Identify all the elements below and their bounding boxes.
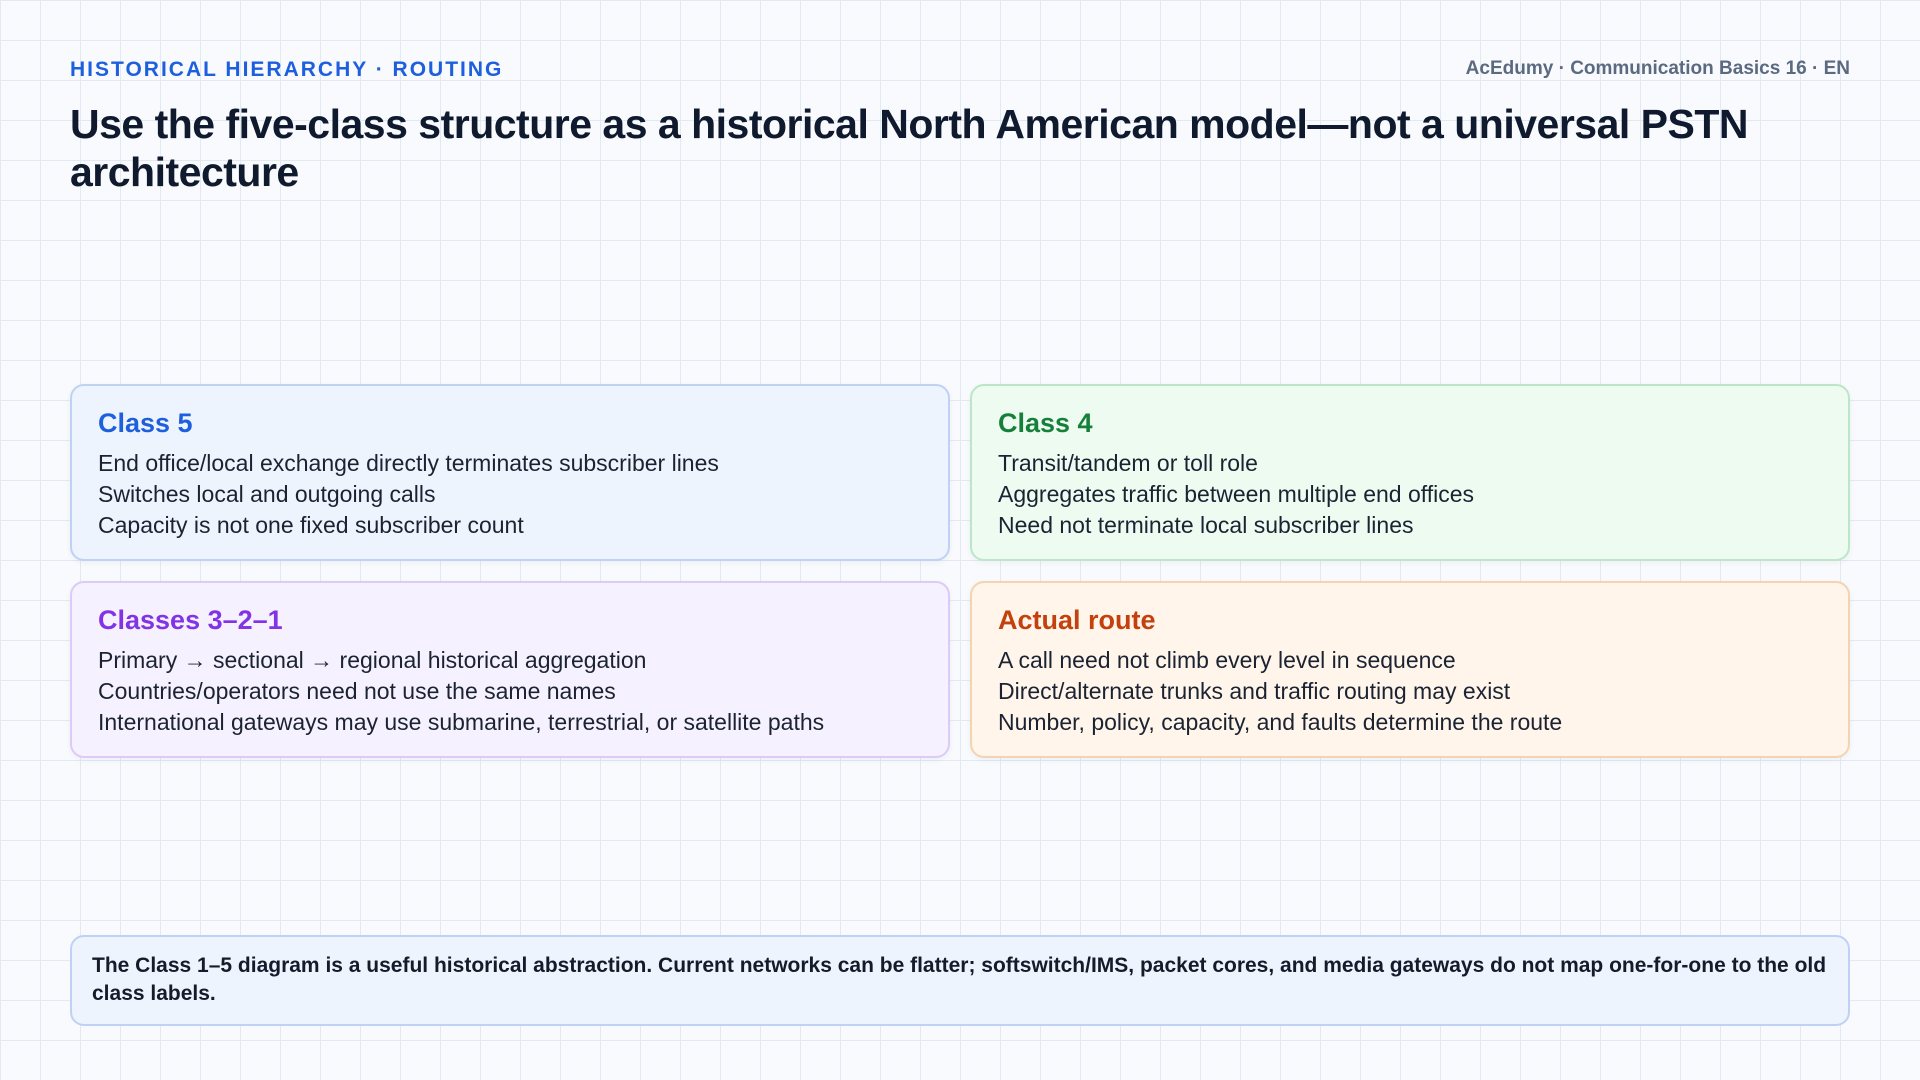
card-title: Classes 3–2–1 (98, 605, 283, 635)
card-line: Need not terminate local subscriber lines (998, 512, 1414, 538)
class-cards-grid (70, 384, 1850, 758)
card-line: Direct/alternate trunks and traffic routing may exist (998, 678, 1511, 704)
page-title: Use the five-class structure as a historical North American model—not a universal PSTN architecture (70, 101, 1749, 195)
card-class-4 (970, 384, 1850, 561)
card-title: Class 5 (98, 408, 193, 438)
card-line: International gateways may use submarine, terrestrial, or satellite paths (98, 709, 825, 735)
card-line: Switches local and outgoing calls (98, 481, 436, 507)
card-line: Transit/tandem or toll role (998, 450, 1258, 476)
card-title: Class 4 (998, 408, 1093, 438)
card-classes-3-2-1 (70, 581, 950, 758)
summary-note: The Class 1–5 diagram is a useful historical abstraction. Current networks can be flatter; softswitch/IMS, packet cores, and media gateways do not map one-for-one to the old class labels. (70, 935, 1850, 1026)
card-line: Number, policy, capacity, and faults determine the route (998, 709, 1563, 735)
card-line: Aggregates traffic between multiple end offices (998, 481, 1475, 507)
card-title: Actual route (998, 605, 1156, 635)
card-actual-route (970, 581, 1850, 758)
course-label: AcEdumy · Communication Basics 16 · EN (1465, 58, 1850, 79)
card-line: End office/local exchange directly terminates subscriber lines (98, 450, 719, 476)
card-line: Capacity is not one fixed subscriber count (98, 512, 524, 538)
card-line: Primary → sectional → regional historical aggregation (98, 647, 647, 673)
card-line: A call need not climb every level in sequence (998, 647, 1456, 673)
section-kicker: HISTORICAL HIERARCHY · ROUTING (70, 58, 504, 81)
card-line: Countries/operators need not use the same names (98, 678, 616, 704)
card-class-5 (70, 384, 950, 561)
